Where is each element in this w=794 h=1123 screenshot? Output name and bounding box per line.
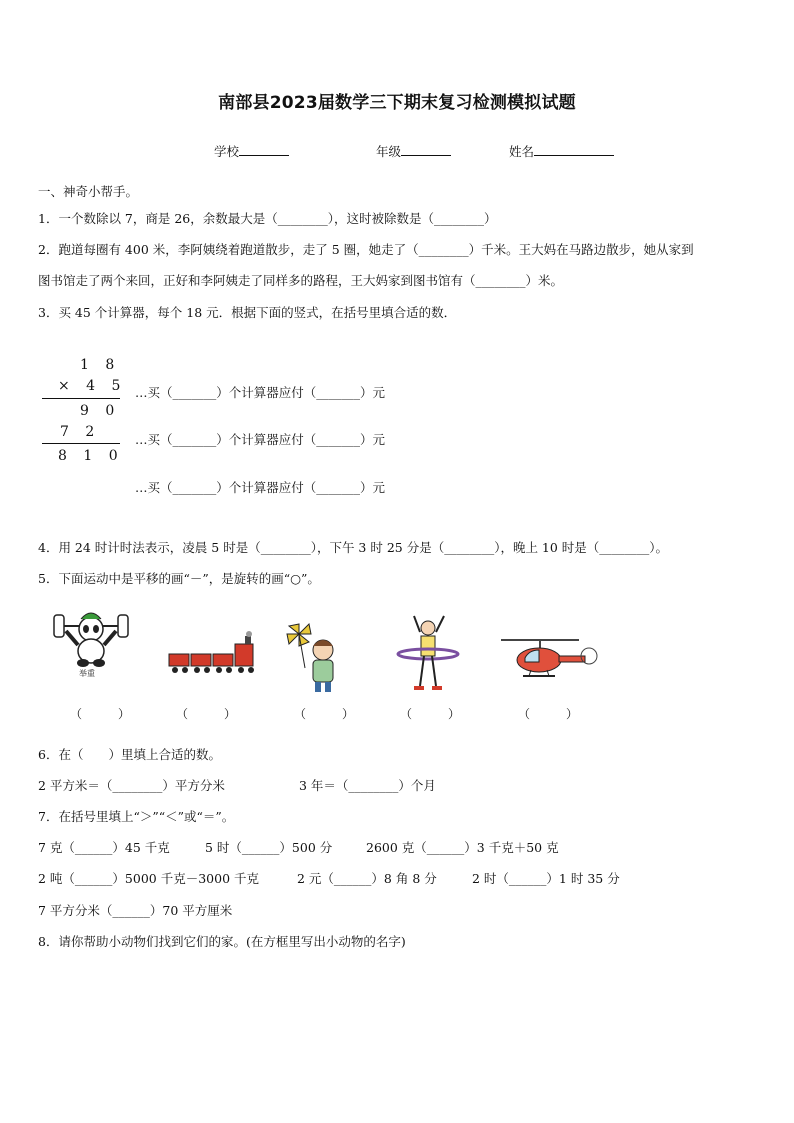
grade-label: 年级 [376, 144, 402, 159]
vertical-row-5: 8 1 0 [58, 448, 124, 464]
question-8: 8．请你帮助小动物们找到它们的家。(在方框里写出小动物的名字) [38, 934, 406, 949]
question-3-line-2: …买（_______）个计算器应付（_______）元 [135, 432, 386, 447]
train-picture [165, 630, 265, 680]
name-label: 姓名 [509, 144, 535, 159]
grade-blank[interactable] [401, 143, 451, 156]
section-heading: 一、神奇小帮手。 [38, 184, 139, 199]
name-field[interactable] [509, 142, 614, 160]
q5-answer-1[interactable]: （ ） [70, 707, 131, 721]
helicopter-picture [495, 632, 599, 686]
q5-answer-3[interactable]: （ ） [294, 707, 355, 721]
question-3: 3．买 45 个计算器，每个 18 元．根据下面的竖式，在括号里填合适的数． [38, 305, 457, 320]
vertical-row-1: 1 8 [80, 357, 121, 373]
q5-answer-5[interactable]: （ ） [518, 707, 579, 721]
question-2-line-2: 图书馆走了两个来回，正好和李阿姨走了同样多的路程，王大妈家到图书馆有（________）米。 [38, 273, 564, 288]
vertical-row-4: 7 2 [60, 424, 101, 440]
q5-answer-2[interactable]: （ ） [176, 707, 237, 721]
question-7: 7．在括号里填上“＞”“＜”或“＝”。 [38, 809, 235, 824]
question-1: 1．一个数除以 7，商是 26，余数最大是（________），这时被除数是（________） [38, 211, 497, 226]
question-3-line-1: …买（_______）个计算器应付（_______）元 [135, 385, 386, 400]
question-3-line-3: …买（_______）个计算器应付（_______）元 [135, 480, 386, 495]
question-6-b: 3 年＝（________）个月 [299, 778, 436, 793]
question-7-row-3: 7 平方分米（______）70 平方厘米 [38, 903, 233, 918]
vertical-row-3: 9 0 [80, 403, 121, 419]
hula-hoop-girl-picture [390, 612, 466, 694]
grade-field[interactable] [376, 142, 451, 160]
vertical-row-2: × 4 5 [58, 378, 127, 394]
page-title: 南部县2023届数学三下期末复习检测模拟试题 [218, 93, 576, 113]
vertical-line-2 [42, 443, 120, 444]
question-7-row-1-a: 7 克（______）45 千克 [38, 840, 170, 855]
question-2-line-1: 2．跑道每圈有 400 米，李阿姨绕着跑道散步，走了 5 圈，她走了（________）千米。王大妈在马路边散步，她从家到 [38, 242, 694, 257]
school-label: 学校 [214, 144, 240, 159]
question-7-row-1-c: 2600 克（______）3 千克＋50 克 [366, 840, 559, 855]
name-blank[interactable] [534, 143, 614, 156]
question-6: 6．在（ ）里填上合适的数。 [38, 747, 221, 762]
question-7-row-2-c: 2 时（______）1 时 35 分 [472, 871, 620, 886]
question-4: 4．用 24 时计时法表示，凌晨 5 时是（________），下午 3 时 25 分是（________），晚上 10 时是（________）。 [38, 540, 669, 555]
school-field[interactable] [214, 142, 289, 160]
school-blank[interactable] [239, 143, 289, 156]
question-5: 5．下面运动中是平移的画“－”，是旋转的画“○”。 [38, 571, 320, 586]
weightlifting-caption: 举重 [79, 669, 95, 678]
vertical-line-1 [42, 398, 120, 399]
question-7-row-2-b: 2 元（______）8 角 8 分 [297, 871, 437, 886]
question-6-a: 2 平方米＝（________）平方分米 [38, 778, 225, 793]
question-7-row-1-b: 5 时（______）500 分 [205, 840, 333, 855]
q5-answer-4[interactable]: （ ） [400, 707, 461, 721]
question-7-row-2-a: 2 吨（______）5000 千克－3000 千克 [38, 871, 259, 886]
pinwheel-boy-picture [285, 620, 345, 694]
